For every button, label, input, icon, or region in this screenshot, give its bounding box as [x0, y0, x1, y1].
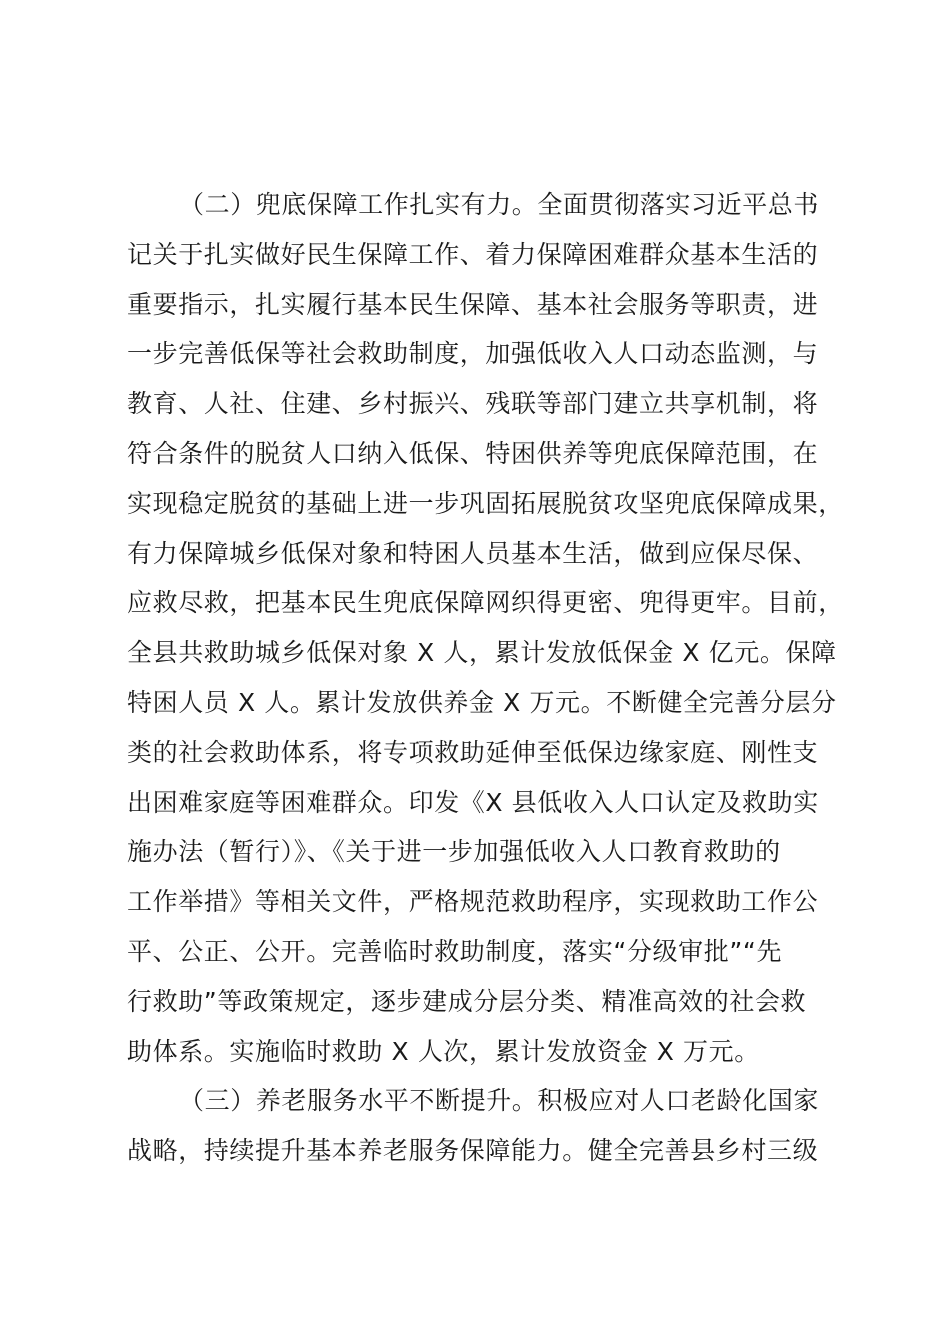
paragraph-2-line-18: 助体系。实施临时救助 X 人次，累计发放资金 X 万元。 — [127, 1036, 760, 1066]
paragraph-2-line-10: 全县共救助城乡低保对象 X 人，累计发放低保金 X 亿元。保障 — [127, 638, 837, 668]
paragraph-2-line-2: 记关于扎实做好民生保障工作、着力保障困难群众基本生活的 — [127, 239, 819, 269]
paragraph-2-line-8: 有力保障城乡低保对象和特困人员基本生活，做到应保尽保、 — [127, 538, 819, 568]
paragraph-3-line-2: 战略，持续提升基本养老服务保障能力。健全完善县乡村三级 — [127, 1136, 819, 1166]
paragraph-2-line-6: 符合条件的脱贫人口纳入低保、特困供养等兜底保障范围，在 — [127, 438, 819, 468]
paragraph-2-line-15: 工作举措》等相关文件，严格规范救助程序，实现救助工作公 — [127, 887, 819, 917]
paragraph-3-line-1: （三）养老服务水平不断提升。积极应对人口老龄化国家 — [179, 1086, 820, 1116]
paragraph-2-line-13: 出困难家庭等困难群众。印发《X 县低收入人口认定及救助实 — [127, 787, 819, 817]
paragraph-2-line-14: 施办法（暂行）》、《关于进一步加强低收入人口教育救助的 — [127, 837, 781, 867]
paragraph-2-line-5: 教育、人社、住建、乡村振兴、残联等部门建立共享机制，将 — [127, 389, 819, 419]
paragraph-2-line-9: 应救尽救，把基本民生兜底保障网织得更密、兜得更牢。目前， — [127, 588, 844, 618]
paragraph-2-line-3: 重要指示，扎实履行基本民生保障、基本社会服务等职责，进 — [127, 289, 819, 319]
paragraph-2-line-4: 一步完善低保等社会救助制度，加强低收入人口动态监测，与 — [127, 339, 819, 369]
paragraph-2-line-12: 类的社会救助体系，将专项救助延伸至低保边缘家庭、刚性支 — [127, 737, 819, 767]
paragraph-2-line-16: 平、公正、公开。完善临时救助制度，落实“分级审批”“先 — [127, 936, 783, 966]
paragraph-2-line-11: 特困人员 X 人。累计发放供养金 X 万元。不断健全完善分层分 — [127, 687, 837, 717]
paragraph-2-line-1: （二）兜底保障工作扎实有力。全面贯彻落实习近平总书 — [179, 190, 820, 219]
document-body — [127, 180, 847, 1176]
paragraph-2-line-7: 实现稳定脱贫的基础上进一步巩固拓展脱贫攻坚兜底保障成果， — [127, 488, 844, 518]
paragraph-2-line-17: 行救助”等政策规定，逐步建成分层分类、精准高效的社会救 — [127, 986, 807, 1016]
